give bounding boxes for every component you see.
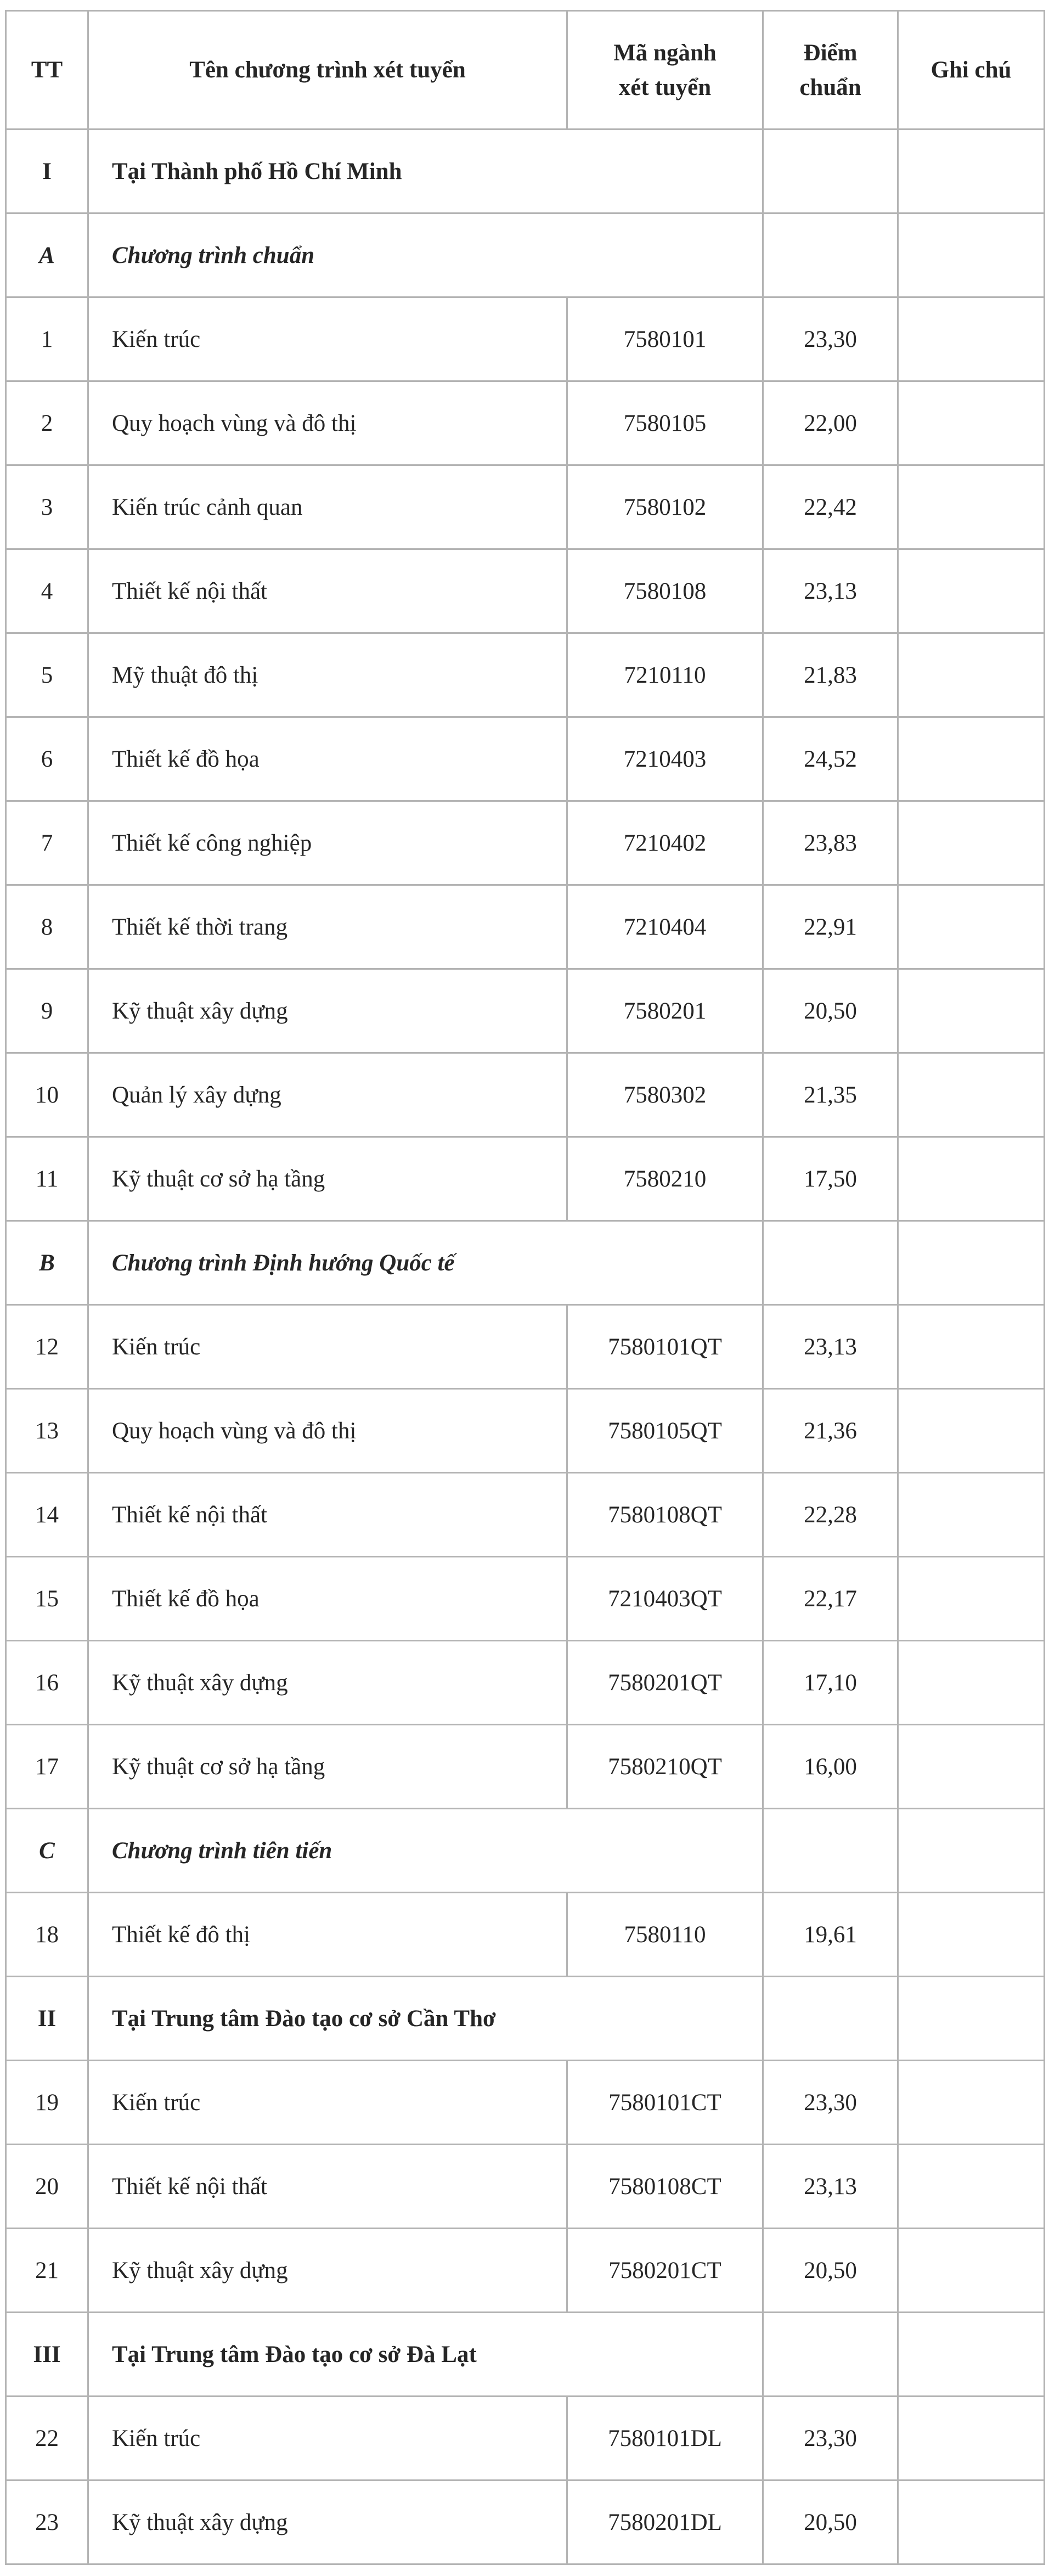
table-row [6,633,1045,717]
note-cell [898,885,1045,969]
subsection-title: Chương trình tiên tiến [88,1809,763,1893]
note-cell [898,2229,1045,2313]
cutoff-score: 23,30 [763,2061,898,2145]
row-number: 18 [6,1893,88,1977]
header-program-name: Tên chương trình xét tuyển [88,11,567,130]
row-number: 3 [6,465,88,549]
row-number: 15 [6,1557,88,1641]
table-row [6,2481,1045,2564]
cutoff-score: 20,50 [763,2481,898,2564]
cutoff-score: 23,30 [763,2397,898,2481]
note-cell [898,1725,1045,1809]
cutoff-score: 23,13 [763,2145,898,2229]
program-name: Kỹ thuật cơ sở hạ tầng [88,1725,567,1809]
row-number: 2 [6,381,88,465]
row-number: 5 [6,633,88,717]
note-cell [898,297,1045,381]
cutoff-score: 22,42 [763,465,898,549]
section-row [6,130,1045,213]
header-cutoff-score-line1: Điểm [803,40,858,66]
major-code: 7580110 [567,1893,763,1977]
note-cell [898,633,1045,717]
header-major-code-line2: xét tuyển [618,74,712,100]
cutoff-score: 23,13 [763,549,898,633]
note-cell [898,381,1045,465]
section-title: Tại Trung tâm Đào tạo cơ sở Đà Lạt [88,2313,763,2397]
row-number: 9 [6,969,88,1053]
cutoff-score: 16,00 [763,1725,898,1809]
table-header [6,11,1045,130]
table-row [6,1725,1045,1809]
header-major-code [567,11,763,130]
table-row [6,465,1045,549]
note-cell [898,2145,1045,2229]
cutoff-score: 17,50 [763,1137,898,1221]
table-row [6,2229,1045,2313]
major-code: 7580108QT [567,1473,763,1557]
program-name: Quy hoạch vùng và đô thị [88,381,567,465]
header-tt: TT [6,11,88,130]
empty-score-cell [763,1809,898,1893]
note-cell [898,1389,1045,1473]
program-name: Quản lý xây dựng [88,1053,567,1137]
row-number: 13 [6,1389,88,1473]
row-number: 6 [6,717,88,801]
row-number: 7 [6,801,88,885]
row-number: 12 [6,1305,88,1389]
table-row [6,1641,1045,1725]
table-row [6,1389,1045,1473]
table-body [6,130,1045,2564]
table-row [6,297,1045,381]
program-name: Kiến trúc [88,1305,567,1389]
major-code: 7580108 [567,549,763,633]
program-name: Kỹ thuật cơ sở hạ tầng [88,1137,567,1221]
table-row [6,2397,1045,2481]
major-code: 7580102 [567,465,763,549]
table-row [6,2061,1045,2145]
major-code: 7210404 [567,885,763,969]
cutoff-score: 17,10 [763,1641,898,1725]
subsection-letter: C [6,1809,88,1893]
program-name: Thiết kế nội thất [88,1473,567,1557]
empty-note-cell [898,2313,1045,2397]
major-code: 7580108CT [567,2145,763,2229]
program-name: Mỹ thuật đô thị [88,633,567,717]
cutoff-score: 20,50 [763,969,898,1053]
row-number: 16 [6,1641,88,1725]
cutoff-score: 22,28 [763,1473,898,1557]
major-code: 7580210 [567,1137,763,1221]
header-cutoff-score-line2: chuẩn [799,74,861,100]
table-row [6,717,1045,801]
table-row [6,885,1045,969]
cutoff-score: 23,30 [763,297,898,381]
section-row [6,2313,1045,2397]
major-code: 7580210QT [567,1725,763,1809]
note-cell [898,969,1045,1053]
subsection-letter: A [6,213,88,297]
subsection-row [6,1221,1045,1305]
major-code: 7580302 [567,1053,763,1137]
row-number: 11 [6,1137,88,1221]
row-number: 20 [6,2145,88,2229]
subsection-letter: B [6,1221,88,1305]
program-name: Kiến trúc cảnh quan [88,465,567,549]
admission-score-table [5,10,1045,2565]
cutoff-score: 21,36 [763,1389,898,1473]
cutoff-score: 20,50 [763,2229,898,2313]
note-cell [898,2061,1045,2145]
row-number: 19 [6,2061,88,2145]
note-cell [898,1641,1045,1725]
table-row [6,1557,1045,1641]
table-row [6,1137,1045,1221]
cutoff-score: 22,00 [763,381,898,465]
program-name: Kỹ thuật xây dựng [88,2481,567,2564]
section-row [6,1977,1045,2061]
subsection-row [6,213,1045,297]
note-cell [898,801,1045,885]
note-cell [898,2481,1045,2564]
empty-score-cell [763,130,898,213]
empty-note-cell [898,130,1045,213]
program-name: Thiết kế đô thị [88,1893,567,1977]
program-name: Quy hoạch vùng và đô thị [88,1389,567,1473]
table-row [6,1305,1045,1389]
row-number: 21 [6,2229,88,2313]
major-code: 7580101 [567,297,763,381]
subsection-title: Chương trình chuẩn [88,213,763,297]
major-code: 7580105 [567,381,763,465]
row-number: 14 [6,1473,88,1557]
program-name: Kỹ thuật xây dựng [88,1641,567,1725]
program-name: Thiết kế công nghiệp [88,801,567,885]
empty-note-cell [898,1977,1045,2061]
table-row [6,969,1045,1053]
section-number: II [6,1977,88,2061]
major-code: 7580201 [567,969,763,1053]
program-name: Kỹ thuật xây dựng [88,2229,567,2313]
program-name: Thiết kế nội thất [88,2145,567,2229]
note-cell [898,549,1045,633]
note-cell [898,1137,1045,1221]
table-row [6,801,1045,885]
program-name: Thiết kế nội thất [88,549,567,633]
table-row [6,549,1045,633]
header-row [6,11,1045,130]
empty-note-cell [898,1809,1045,1893]
row-number: 1 [6,297,88,381]
row-number: 10 [6,1053,88,1137]
program-name: Thiết kế thời trang [88,885,567,969]
major-code: 7210403 [567,717,763,801]
header-major-code-line1: Mã ngành [613,40,717,66]
cutoff-score: 19,61 [763,1893,898,1977]
note-cell [898,465,1045,549]
program-name: Thiết kế đồ họa [88,717,567,801]
empty-score-cell [763,1221,898,1305]
major-code: 7210403QT [567,1557,763,1641]
major-code: 7580201CT [567,2229,763,2313]
empty-score-cell [763,213,898,297]
header-cutoff-score [763,11,898,130]
table-row [6,1473,1045,1557]
subsection-row [6,1809,1045,1893]
empty-score-cell [763,2313,898,2397]
section-number: I [6,130,88,213]
cutoff-score: 23,13 [763,1305,898,1389]
empty-score-cell [763,1977,898,2061]
section-title: Tại Thành phố Hồ Chí Minh [88,130,763,213]
table-row [6,2145,1045,2229]
major-code: 7580105QT [567,1389,763,1473]
note-cell [898,1473,1045,1557]
major-code: 7580101DL [567,2397,763,2481]
program-name: Kiến trúc [88,2061,567,2145]
table-row [6,1053,1045,1137]
subsection-title: Chương trình Định hướng Quốc tế [88,1221,763,1305]
table-row [6,1893,1045,1977]
major-code: 7580201QT [567,1641,763,1725]
note-cell [898,1053,1045,1137]
major-code: 7580201DL [567,2481,763,2564]
header-note: Ghi chú [898,11,1045,130]
cutoff-score: 24,52 [763,717,898,801]
program-name: Thiết kế đồ họa [88,1557,567,1641]
row-number: 23 [6,2481,88,2564]
table-row [6,381,1045,465]
program-name: Kiến trúc [88,2397,567,2481]
cutoff-score: 21,83 [763,633,898,717]
program-name: Kỹ thuật xây dựng [88,969,567,1053]
cutoff-score: 22,91 [763,885,898,969]
row-number: 8 [6,885,88,969]
cutoff-score: 21,35 [763,1053,898,1137]
section-number: III [6,2313,88,2397]
empty-note-cell [898,213,1045,297]
note-cell [898,2397,1045,2481]
program-name: Kiến trúc [88,297,567,381]
row-number: 22 [6,2397,88,2481]
major-code: 7580101QT [567,1305,763,1389]
note-cell [898,717,1045,801]
note-cell [898,1893,1045,1977]
cutoff-score: 23,83 [763,801,898,885]
major-code: 7210110 [567,633,763,717]
note-cell [898,1305,1045,1389]
note-cell [898,1557,1045,1641]
row-number: 17 [6,1725,88,1809]
row-number: 4 [6,549,88,633]
major-code: 7580101CT [567,2061,763,2145]
empty-note-cell [898,1221,1045,1305]
major-code: 7210402 [567,801,763,885]
section-title: Tại Trung tâm Đào tạo cơ sở Cần Thơ [88,1977,763,2061]
cutoff-score: 22,17 [763,1557,898,1641]
